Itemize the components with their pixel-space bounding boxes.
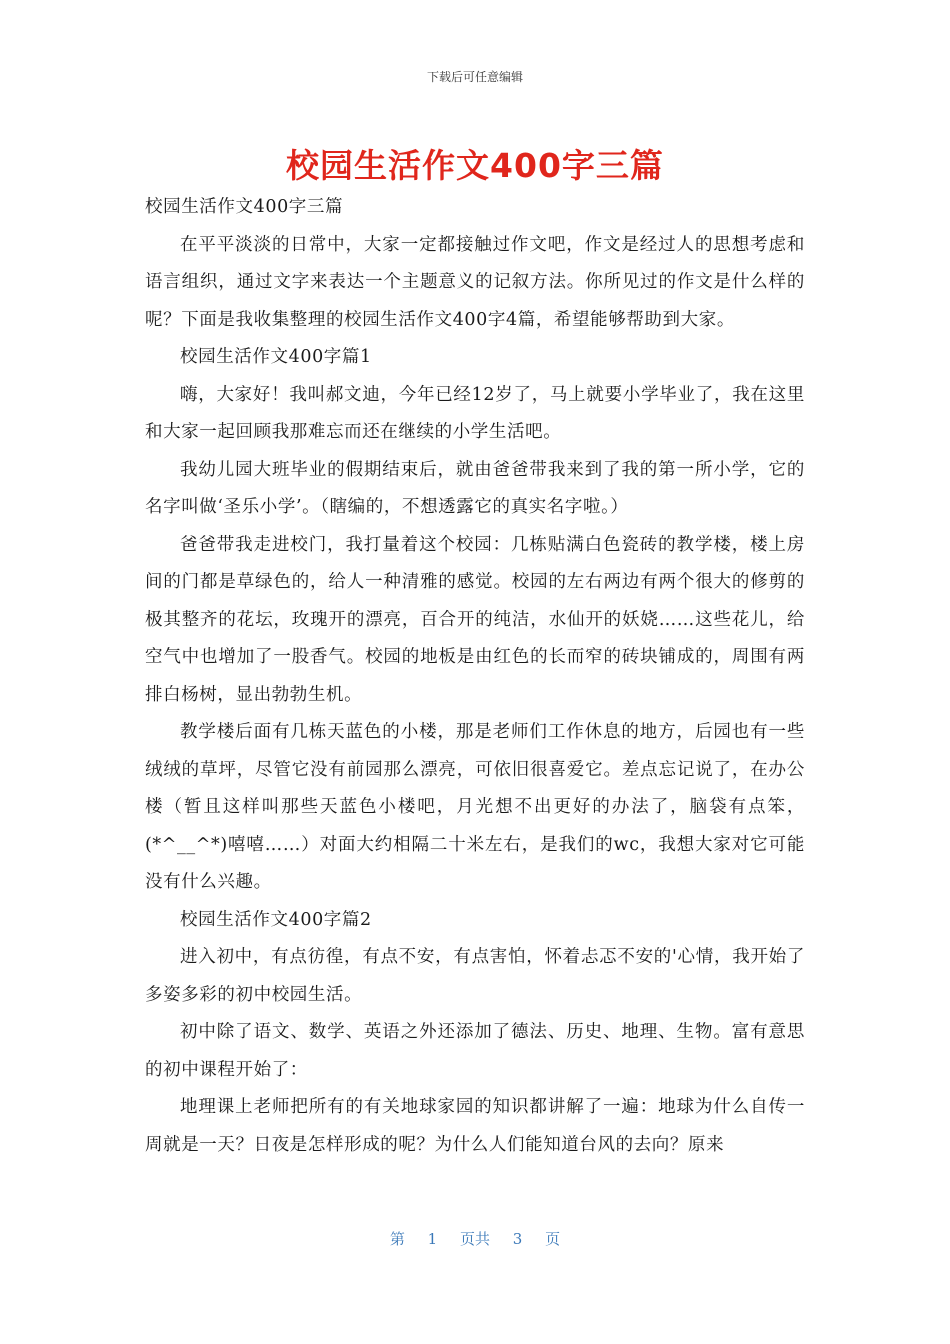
paragraph: 爸爸带我走进校门，我打量着这个校园：几栋贴满白色瓷砖的教学楼，楼上房间的门都是草绿色的，给人一种清雅的感觉。校园的左右两边有两个很大的修剪的极其整齐的花坛，玫瑰开的漂亮，百合开的纯洁，水仙开的妖娆……这些花儿，给空气中也增加了一股香气。校园的地板是由红色的长而窄的砖块铺成的，周围有两排白杨树，显出勃勃生机。	[145, 534, 805, 705]
paragraph: 地理课上老师把所有的有关地球家园的知识都讲解了一遍：地球为什么自传一周就是一天？日夜是怎样形成的呢？为什么人们能知道台风的去向？原来	[145, 1097, 805, 1155]
section-heading-1: 校园生活作文400字篇1	[180, 347, 372, 367]
header-note: 下载后可任意编辑	[426, 70, 523, 84]
document-title: 校园生活作文400字三篇	[286, 146, 664, 185]
paragraph-intro: 在平平淡淡的日常中，大家一定都接触过作文吧，作文是经过人的思想考虑和语言组织，通过文字来表达一个主题意义的记叙方法。你所见过的作文是什么样的呢？下面是我收集整理的校园生活作文400字4篇，希望能够帮助到大家。	[145, 234, 805, 330]
page-number-footer: 第 1 页共 3 页	[389, 1230, 561, 1248]
section-heading-2: 校园生活作文400字篇2	[180, 909, 372, 930]
paragraph: 嗨，大家好！我叫郝文迪，今年已经12岁了，马上就要小学毕业了，我在这里和大家一起回顾我那难忘而还在继续的小学生活吧。	[145, 384, 805, 442]
paragraph: 我幼儿园大班毕业的假期结束后，就由爸爸带我来到了我的第一所小学，它的名字叫做‘圣乐小学’。（瞎编的，不想透露它的真实名字啦。）	[145, 459, 805, 517]
paragraph: 初中除了语文、数学、英语之外还添加了德法、历史、地理、生物。富有意思的初中课程开始了：	[145, 1022, 805, 1080]
paragraph: 进入初中，有点彷徨，有点不安，有点害怕，怀着忐忑不安的'心情，我开始了多姿多彩的初中校园生活。	[145, 947, 805, 1005]
document-subtitle: 校园生活作文400字三篇	[145, 197, 344, 217]
document-body	[145, 189, 805, 1164]
paragraph: 教学楼后面有几栋天蓝色的小楼，那是老师们工作休息的地方，后园也有一些绒绒的草坪，尽管它没有前园那么漂亮，可依旧很喜爱它。差点忘记说了，在办公楼（暂且这样叫那些天蓝色小楼吧，月光想不出更好的办法了，脑袋有点笨，(*^__^*)嘻嘻……）对面大约相隔二十米左右，是我们的wc，我想大家对它可能没有什么兴趣。	[145, 722, 805, 892]
